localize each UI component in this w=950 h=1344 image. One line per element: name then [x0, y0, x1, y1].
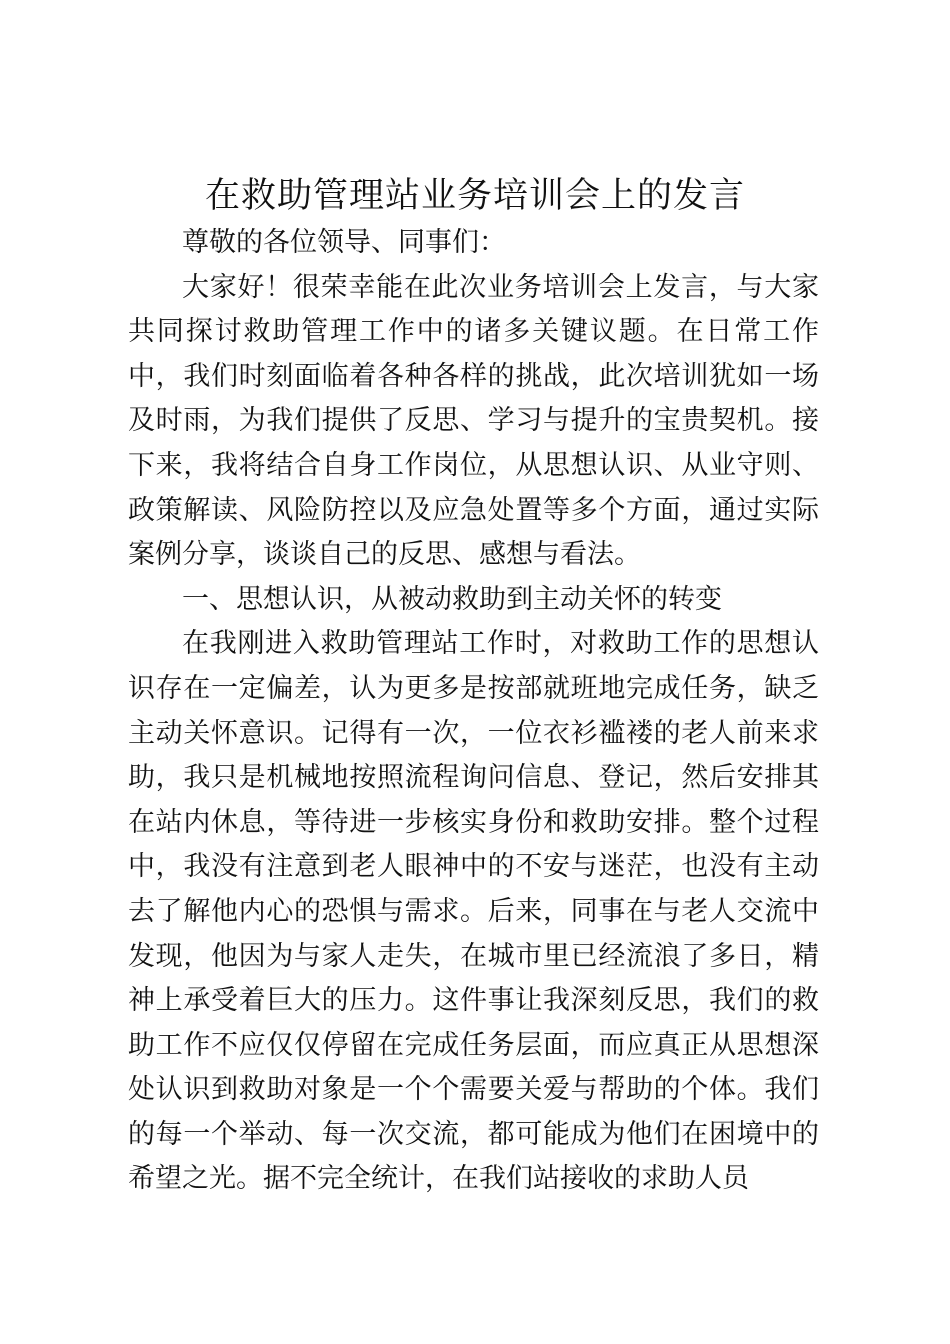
section-heading: 一、思想认识，从被动救助到主动关怀的转变: [182, 583, 722, 615]
intro-paragraph: 大家好！很荣幸能在此次业务培训会上发言，与大家共同探讨救助管理工作中的诸多关键议题。在日常工作中，我们时刻面临着各种各样的挑战，此次培训犹如一场及时雨，为我们提供了反思、学习与提升的宝贵契机。接下来，我将结合自身工作岗位，从思想认识、从业守则、政策解读、风险防控以及应急处置等多个方面，通过实际案例分享，谈谈自己的反思、感想与看法。: [128, 271, 819, 571]
document-body: [128, 221, 819, 1202]
document-title: 在救助管理站业务培训会上的发言: [204, 176, 745, 216]
section-paragraph: 在我刚进入救助管理站工作时，对救助工作的思想认识存在一定偏差，认为更多是按部就班地完成任务，缺乏主动关怀意识。记得有一次，一位衣衫褴褛的老人前来求助，我只是机械地按照流程询问信息、登记，然后安排其在站内休息，等待进一步核实身份和救助安排。整个过程中，我没有注意到老人眼神中的不安与迷茫，也没有主动去了解他内心的恐惧与需求。后来，同事在与老人交流中发现，他因为与家人走失，在城市里已经流浪了多日，精神上承受着巨大的压力。这件事让我深刻反思，我们的救助工作不应仅仅停留在完成任务层面，而应真正从思想深处认识到救助对象是一个个需要关爱与帮助的个体。我们的每一个举动、每一次交流，都可能成为他们在困境中的希望之光。据不完全统计，在我们站接收的求助人员: [128, 628, 819, 1195]
salutation: 尊敬的各位领导、同事们：: [182, 227, 506, 258]
